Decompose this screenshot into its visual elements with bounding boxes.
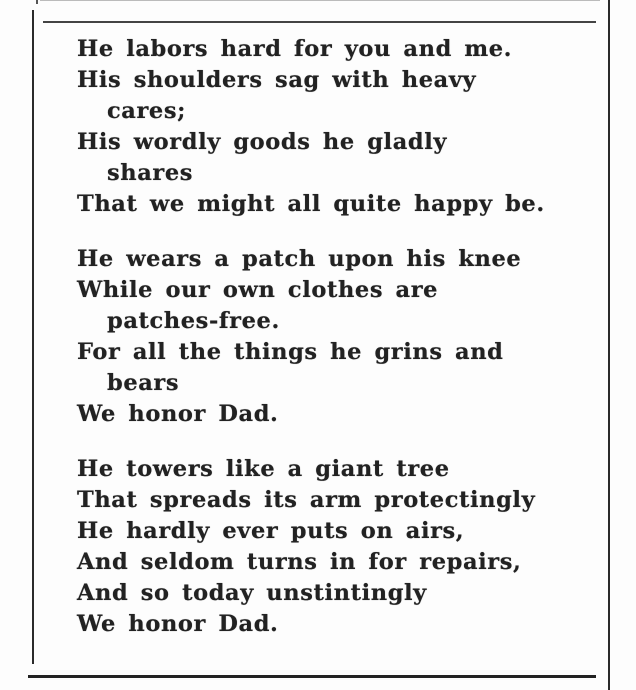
poem-line: He wears a patch upon his knee: [77, 246, 522, 272]
poem-line-refrain: We honor Dad.: [77, 611, 279, 637]
stanza-3: [77, 454, 602, 640]
poem-line: That spreads its arm protectingly: [77, 487, 536, 513]
poem-line-continuation: patches-free.: [107, 308, 280, 334]
poem-line: His wordly goods he gladly: [77, 129, 448, 155]
poem-line: His shoulders sag with heavy: [77, 67, 477, 93]
poem-line-continuation: shares: [107, 160, 194, 186]
poem-line-continuation: cares;: [107, 98, 187, 124]
top-horizontal-rule: [43, 21, 596, 23]
poem-body: [77, 34, 602, 664]
stanza-1: [77, 34, 602, 220]
bottom-horizontal-rule: [28, 675, 596, 678]
poem-line-refrain: We honor Dad.: [77, 401, 279, 427]
poem-line: He labors hard for you and me.: [77, 36, 513, 62]
poem-line: For all the things he grins and: [77, 339, 504, 365]
poem-line: While our own clothes are: [77, 277, 439, 303]
poem-line: He hardly ever puts on airs,: [77, 518, 465, 544]
stanza-2: [77, 244, 602, 430]
right-column-rule: [608, 0, 610, 690]
clipping-top-edge: [40, 0, 600, 1]
poem-line: And seldom turns in for repairs,: [77, 549, 522, 575]
poem-line-continuation: bears: [107, 370, 180, 396]
poem-line: And so today unstintingly: [77, 580, 427, 606]
column-tick-mark: [36, 0, 38, 4]
poem-line: That we might all quite happy be.: [77, 191, 545, 217]
poem-line: He towers like a giant tree: [77, 456, 450, 482]
left-column-rule: [32, 10, 34, 664]
